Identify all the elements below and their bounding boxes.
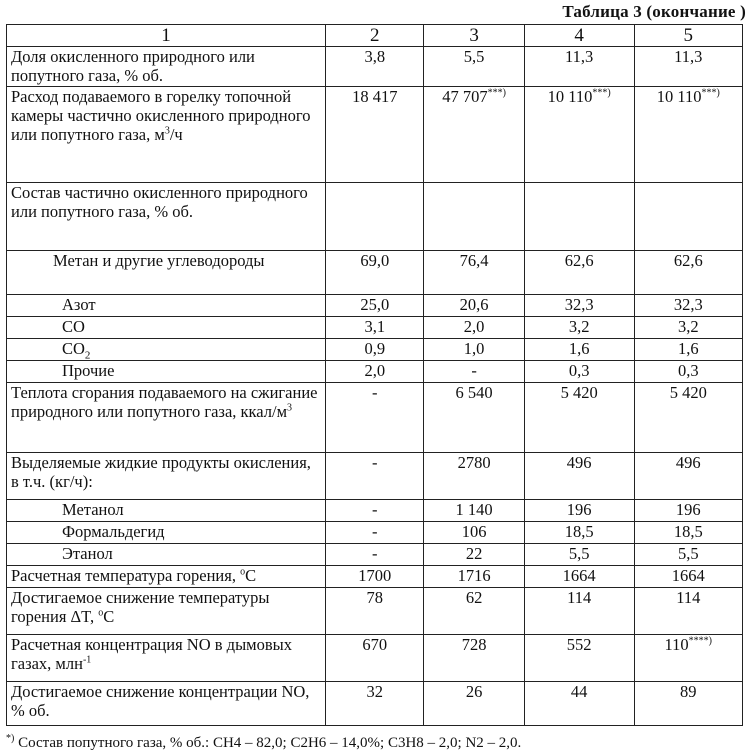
table-row bbox=[7, 251, 743, 295]
cell-value: 18,5 bbox=[564, 522, 594, 541]
cell-value: - bbox=[372, 453, 378, 472]
row-label bbox=[7, 544, 326, 566]
row-label-superscript: 3 bbox=[287, 402, 293, 414]
cell-value: 32,3 bbox=[673, 295, 703, 314]
row-label-text: C bbox=[103, 607, 115, 626]
cell-value: 2,0 bbox=[463, 317, 485, 336]
value-cell-col-3 bbox=[424, 544, 524, 566]
cell-value: 11,3 bbox=[565, 47, 594, 66]
row-label-text: Метан и другие углеводороды bbox=[53, 251, 265, 270]
table-row bbox=[7, 500, 743, 522]
footnote-reference: ***) bbox=[701, 87, 720, 99]
value-cell-col-4 bbox=[524, 635, 634, 682]
cell-value: 110 bbox=[664, 635, 689, 654]
row-label-text: Достигаемое снижение температуры горения ΔT, bbox=[11, 588, 270, 626]
footnote-reference: ***) bbox=[487, 87, 506, 99]
cell-value: 62,6 bbox=[564, 251, 594, 270]
value-cell-col-2 bbox=[326, 251, 424, 295]
cell-value: - bbox=[471, 361, 477, 380]
value-cell-col-5 bbox=[634, 566, 742, 588]
row-label bbox=[7, 453, 326, 500]
value-cell-col-5 bbox=[634, 361, 742, 383]
value-cell-col-4 bbox=[524, 339, 634, 361]
value-cell-col-5 bbox=[634, 635, 742, 682]
cell-value: 25,0 bbox=[360, 295, 390, 314]
cell-value: 6 540 bbox=[455, 383, 493, 402]
cell-value: 32 bbox=[366, 682, 383, 701]
cell-value: 20,6 bbox=[459, 295, 489, 314]
row-label-text: Расход подаваемого в горелку топочной камеры частично окисленного природного или попутного газа, м bbox=[11, 87, 311, 144]
row-label-text: Азот bbox=[62, 295, 96, 314]
value-cell-col-2 bbox=[326, 183, 424, 251]
table-header-row bbox=[7, 25, 743, 47]
row-label bbox=[7, 500, 326, 522]
cell-value: 18 417 bbox=[352, 87, 398, 106]
value-cell-col-5 bbox=[634, 522, 742, 544]
cell-value: - bbox=[372, 544, 378, 563]
row-label bbox=[7, 251, 326, 295]
value-cell-col-5 bbox=[634, 383, 742, 453]
cell-value: 496 bbox=[675, 453, 701, 472]
value-cell-col-5 bbox=[634, 500, 742, 522]
header-col-2: 2 bbox=[326, 25, 424, 47]
row-label-text: Метанол bbox=[62, 500, 124, 519]
cell-value: 552 bbox=[566, 635, 592, 654]
value-cell-col-3 bbox=[424, 500, 524, 522]
cell-value: 5 420 bbox=[560, 383, 598, 402]
value-cell-col-4 bbox=[524, 87, 634, 183]
cell-value: 3,8 bbox=[364, 47, 386, 66]
header-col-4: 4 bbox=[524, 25, 634, 47]
value-cell-col-4 bbox=[524, 544, 634, 566]
value-cell-col-3 bbox=[424, 339, 524, 361]
cell-value: 62 bbox=[465, 588, 483, 607]
footnote-text: Состав попутного газа, % об.: CH4 – 82,0; C2H6 – 14,0%; C3H8 – 2,0; N2 – 2,0. bbox=[18, 735, 522, 751]
cell-value: 10 110 bbox=[547, 87, 593, 106]
cell-value: 1,6 bbox=[677, 339, 699, 358]
row-label-text: Выделяемые жидкие продукты окисления, в т.ч. (кг/ч): bbox=[11, 453, 311, 491]
value-cell-col-2 bbox=[326, 361, 424, 383]
row-label-text: Доля окисленного природного или попутного газа, % об. bbox=[11, 47, 255, 85]
value-cell-col-4 bbox=[524, 453, 634, 500]
cell-value: 0,3 bbox=[677, 361, 699, 380]
row-label bbox=[7, 317, 326, 339]
cell-value: 22 bbox=[465, 544, 483, 563]
row-label-superscript: -1 bbox=[82, 654, 92, 666]
value-cell-col-2 bbox=[326, 522, 424, 544]
table-row bbox=[7, 383, 743, 453]
table-row bbox=[7, 47, 743, 87]
cell-value: 1700 bbox=[358, 566, 392, 585]
cell-value: 0,3 bbox=[568, 361, 590, 380]
row-label bbox=[7, 635, 326, 682]
footnote bbox=[6, 735, 521, 752]
row-label bbox=[7, 522, 326, 544]
value-cell-col-3 bbox=[424, 87, 524, 183]
value-cell-col-3 bbox=[424, 453, 524, 500]
cell-value: 69,0 bbox=[360, 251, 390, 270]
value-cell-col-2 bbox=[326, 544, 424, 566]
row-label-text: Теплота сгорания подаваемого на сжигание природного или попутного газа, ккал/м bbox=[11, 383, 318, 421]
value-cell-col-3 bbox=[424, 566, 524, 588]
cell-value: 106 bbox=[461, 522, 487, 541]
table-row bbox=[7, 87, 743, 183]
value-cell-col-4 bbox=[524, 295, 634, 317]
footnote-reference: ***) bbox=[592, 87, 611, 99]
cell-value: 5,5 bbox=[463, 47, 485, 66]
value-cell-col-2 bbox=[326, 339, 424, 361]
cell-value: 10 110 bbox=[656, 87, 702, 106]
value-cell-col-4 bbox=[524, 383, 634, 453]
cell-value: 1,0 bbox=[463, 339, 485, 358]
value-cell-col-2 bbox=[326, 588, 424, 635]
row-label-text: Состав частично окисленного природного или попутного газа, % об. bbox=[11, 183, 308, 221]
cell-value: 47 707 bbox=[442, 87, 488, 106]
value-cell-col-2 bbox=[326, 453, 424, 500]
value-cell-col-4 bbox=[524, 251, 634, 295]
value-cell-col-2 bbox=[326, 566, 424, 588]
value-cell-col-2 bbox=[326, 383, 424, 453]
value-cell-col-3 bbox=[424, 635, 524, 682]
cell-value: 1716 bbox=[457, 566, 491, 585]
cell-value: 1 140 bbox=[455, 500, 493, 519]
value-cell-col-3 bbox=[424, 383, 524, 453]
cell-value: 196 bbox=[675, 500, 701, 519]
cell-value: 728 bbox=[461, 635, 487, 654]
table-row bbox=[7, 183, 743, 251]
cell-value: 496 bbox=[566, 453, 592, 472]
row-label-text: Формальдегид bbox=[62, 522, 165, 541]
header-col-5: 5 bbox=[634, 25, 742, 47]
value-cell-col-4 bbox=[524, 566, 634, 588]
cell-value: 76,4 bbox=[459, 251, 489, 270]
value-cell-col-3 bbox=[424, 682, 524, 726]
row-label-subscript: 2 bbox=[84, 349, 91, 362]
value-cell-col-3 bbox=[424, 47, 524, 87]
value-cell-col-3 bbox=[424, 361, 524, 383]
row-label bbox=[7, 566, 326, 588]
row-label-text: Расчетная температура горения, bbox=[11, 566, 241, 585]
table-row bbox=[7, 453, 743, 500]
row-label-text: Прочие bbox=[62, 361, 115, 380]
cell-value: 11,3 bbox=[674, 47, 703, 66]
row-label-superscript: o bbox=[240, 566, 246, 578]
cell-value: 196 bbox=[566, 500, 592, 519]
cell-value: 44 bbox=[570, 682, 588, 701]
value-cell-col-2 bbox=[326, 682, 424, 726]
row-label bbox=[7, 87, 326, 183]
row-label bbox=[7, 339, 326, 361]
value-cell-col-5 bbox=[634, 183, 742, 251]
footnote-reference: ****) bbox=[688, 635, 712, 647]
value-cell-col-2 bbox=[326, 317, 424, 339]
table-row bbox=[7, 635, 743, 682]
data-table bbox=[6, 24, 743, 726]
row-label bbox=[7, 588, 326, 635]
row-label bbox=[7, 682, 326, 726]
value-cell-col-3 bbox=[424, 317, 524, 339]
value-cell-col-5 bbox=[634, 251, 742, 295]
value-cell-col-4 bbox=[524, 47, 634, 87]
value-cell-col-3 bbox=[424, 183, 524, 251]
row-label-text: Достигаемое снижение концентрации NO, % об. bbox=[11, 682, 310, 720]
row-label-superscript: o bbox=[98, 607, 104, 619]
value-cell-col-3 bbox=[424, 295, 524, 317]
table-row bbox=[7, 317, 743, 339]
cell-value: 78 bbox=[366, 588, 383, 607]
row-label bbox=[7, 295, 326, 317]
value-cell-col-4 bbox=[524, 682, 634, 726]
row-label-text: Этанол bbox=[62, 544, 113, 563]
cell-value: 3,1 bbox=[364, 317, 386, 336]
cell-value: 3,2 bbox=[677, 317, 699, 336]
row-label-text: CO bbox=[62, 339, 85, 358]
value-cell-col-2 bbox=[326, 635, 424, 682]
value-cell-col-3 bbox=[424, 522, 524, 544]
table-row bbox=[7, 361, 743, 383]
value-cell-col-4 bbox=[524, 317, 634, 339]
cell-value: 62,6 bbox=[673, 251, 703, 270]
row-label-text: /ч bbox=[169, 125, 183, 144]
cell-value: 2780 bbox=[457, 453, 491, 472]
value-cell-col-5 bbox=[634, 87, 742, 183]
row-label bbox=[7, 383, 326, 453]
cell-value: 1664 bbox=[671, 566, 705, 585]
cell-value: 5 420 bbox=[669, 383, 707, 402]
cell-value: - bbox=[372, 383, 378, 402]
table-caption: Таблица 3 (окончание ) bbox=[562, 2, 746, 21]
cell-value: 26 bbox=[465, 682, 483, 701]
row-label-text: Расчетная концентрация NO в дымовых газах, млн bbox=[11, 635, 292, 673]
value-cell-col-2 bbox=[326, 500, 424, 522]
row-label bbox=[7, 47, 326, 87]
cell-value: 114 bbox=[676, 588, 701, 607]
cell-value: - bbox=[372, 522, 378, 541]
table-row bbox=[7, 588, 743, 635]
cell-value: 2,0 bbox=[364, 361, 386, 380]
table-row bbox=[7, 544, 743, 566]
table-row bbox=[7, 339, 743, 361]
value-cell-col-2 bbox=[326, 295, 424, 317]
value-cell-col-3 bbox=[424, 588, 524, 635]
row-label-text: CO bbox=[62, 317, 85, 336]
value-cell-col-5 bbox=[634, 295, 742, 317]
value-cell-col-3 bbox=[424, 251, 524, 295]
table-row bbox=[7, 566, 743, 588]
row-label-text: C bbox=[245, 566, 257, 585]
cell-value: 114 bbox=[567, 588, 592, 607]
value-cell-col-2 bbox=[326, 47, 424, 87]
value-cell-col-4 bbox=[524, 361, 634, 383]
cell-value: 670 bbox=[362, 635, 388, 654]
cell-value: 18,5 bbox=[673, 522, 703, 541]
row-label bbox=[7, 183, 326, 251]
value-cell-col-5 bbox=[634, 588, 742, 635]
header-col-1: 1 bbox=[7, 25, 326, 47]
cell-value: 89 bbox=[680, 682, 697, 701]
cell-value: 3,2 bbox=[568, 317, 590, 336]
cell-value: 1,6 bbox=[568, 339, 590, 358]
value-cell-col-4 bbox=[524, 183, 634, 251]
cell-value: 1664 bbox=[562, 566, 596, 585]
header-col-3: 3 bbox=[424, 25, 524, 47]
value-cell-col-2 bbox=[326, 87, 424, 183]
cell-value: 32,3 bbox=[564, 295, 594, 314]
value-cell-col-4 bbox=[524, 588, 634, 635]
row-label-superscript: 3 bbox=[164, 125, 170, 137]
cell-value: 0,9 bbox=[364, 339, 386, 358]
cell-value: 5,5 bbox=[568, 544, 590, 563]
value-cell-col-4 bbox=[524, 522, 634, 544]
value-cell-col-5 bbox=[634, 339, 742, 361]
value-cell-col-5 bbox=[634, 544, 742, 566]
value-cell-col-5 bbox=[634, 682, 742, 726]
cell-value: - bbox=[372, 500, 378, 519]
value-cell-col-5 bbox=[634, 317, 742, 339]
value-cell-col-5 bbox=[634, 47, 742, 87]
table-row bbox=[7, 682, 743, 726]
cell-value: 5,5 bbox=[677, 544, 699, 563]
table-row bbox=[7, 295, 743, 317]
value-cell-col-4 bbox=[524, 500, 634, 522]
row-label bbox=[7, 361, 326, 383]
footnote-marker: *) bbox=[6, 733, 15, 744]
table-row bbox=[7, 522, 743, 544]
value-cell-col-5 bbox=[634, 453, 742, 500]
